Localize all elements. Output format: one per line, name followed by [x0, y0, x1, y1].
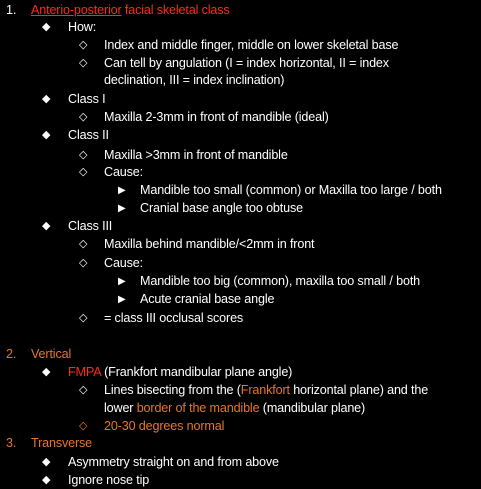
text-highlight: Frankfort — [240, 383, 290, 397]
list-item-text: Cause: — [104, 165, 144, 179]
filled-diamond-bullet-icon: ◆ — [42, 93, 51, 105]
list-item-text: Class II — [68, 128, 109, 142]
triangle-bullet-icon: ▶ — [118, 294, 126, 305]
section-title-underlined: Anterio-posterior — [31, 3, 122, 17]
filled-diamond-bullet-icon: ◆ — [42, 21, 51, 33]
hollow-diamond-bullet-icon: ◇ — [79, 166, 88, 178]
section-title-rest: facial skeletal class — [121, 3, 230, 17]
list-item-text: Maxilla 2-3mm in front of mandible (ideal) — [104, 110, 329, 124]
list-item-text: Maxilla >3mm in front of mandible — [104, 148, 288, 162]
text-segment: lower — [104, 401, 137, 415]
filled-diamond-bullet-icon: ◆ — [42, 366, 51, 378]
filled-diamond-bullet-icon: ◆ — [42, 474, 51, 486]
list-item-text — [104, 382, 428, 399]
list-item-text: Cause: — [104, 256, 144, 270]
triangle-bullet-icon: ▶ — [118, 276, 126, 287]
hollow-diamond-bullet-icon: ◇ — [79, 39, 88, 51]
list-item-text: How: — [68, 20, 97, 34]
list-item-text — [104, 400, 365, 417]
list-item-text: declination, III = index inclination) — [104, 73, 285, 87]
filled-diamond-bullet-icon: ◆ — [42, 129, 51, 141]
triangle-bullet-icon: ▶ — [118, 203, 126, 214]
list-item-text: Mandible too small (common) or Maxilla too large / both — [140, 183, 442, 197]
section-title: Vertical — [31, 347, 72, 361]
list-item-text: Index and middle finger, middle on lower skeletal base — [104, 38, 399, 52]
section-number: 2. — [6, 347, 17, 361]
hollow-diamond-bullet-icon: ◇ — [79, 312, 88, 324]
list-item-text — [68, 364, 292, 381]
hollow-diamond-bullet-icon: ◇ — [79, 420, 88, 432]
list-item-text: Ignore nose tip — [68, 473, 150, 487]
list-item-text: Maxilla behind mandible/<2mm in front — [104, 237, 315, 251]
text-segment: (mandibular plane) — [259, 401, 366, 415]
fmpa-definition: (Frankfort mandibular plane angle) — [100, 365, 293, 379]
list-item-text: = class III occlusal scores — [104, 311, 244, 325]
text-segment: Lines bisecting from the ( — [104, 383, 241, 397]
section-title: Transverse — [31, 436, 93, 450]
hollow-diamond-bullet-icon: ◇ — [79, 257, 88, 269]
section-title — [31, 2, 230, 19]
list-item-text: Acute cranial base angle — [140, 292, 275, 306]
filled-diamond-bullet-icon: ◆ — [42, 220, 51, 232]
fmpa-abbreviation: FMPA — [68, 365, 101, 379]
list-item-text: Mandible too big (common), maxilla too small / both — [140, 274, 421, 288]
hollow-diamond-bullet-icon: ◇ — [79, 238, 88, 250]
filled-diamond-bullet-icon: ◆ — [42, 456, 51, 468]
text-highlight: border of the mandible — [136, 401, 260, 415]
list-item-text: 20-30 degrees normal — [104, 419, 225, 433]
list-item-text: Can tell by angulation (I = index horizontal, II = index — [104, 56, 389, 70]
section-number: 1. — [6, 3, 17, 17]
hollow-diamond-bullet-icon: ◇ — [79, 111, 88, 123]
list-item-text: Class III — [68, 219, 113, 233]
list-item-text: Asymmetry straight on and from above — [68, 455, 279, 469]
triangle-bullet-icon: ▶ — [118, 185, 126, 196]
section-number: 3. — [6, 436, 17, 450]
list-item-text: Class I — [68, 92, 106, 106]
hollow-diamond-bullet-icon: ◇ — [79, 149, 88, 161]
hollow-diamond-bullet-icon: ◇ — [79, 57, 88, 69]
list-item-text: Cranial base angle too obtuse — [140, 201, 303, 215]
text-segment: horizontal plane) and the — [289, 383, 429, 397]
hollow-diamond-bullet-icon: ◇ — [79, 384, 88, 396]
